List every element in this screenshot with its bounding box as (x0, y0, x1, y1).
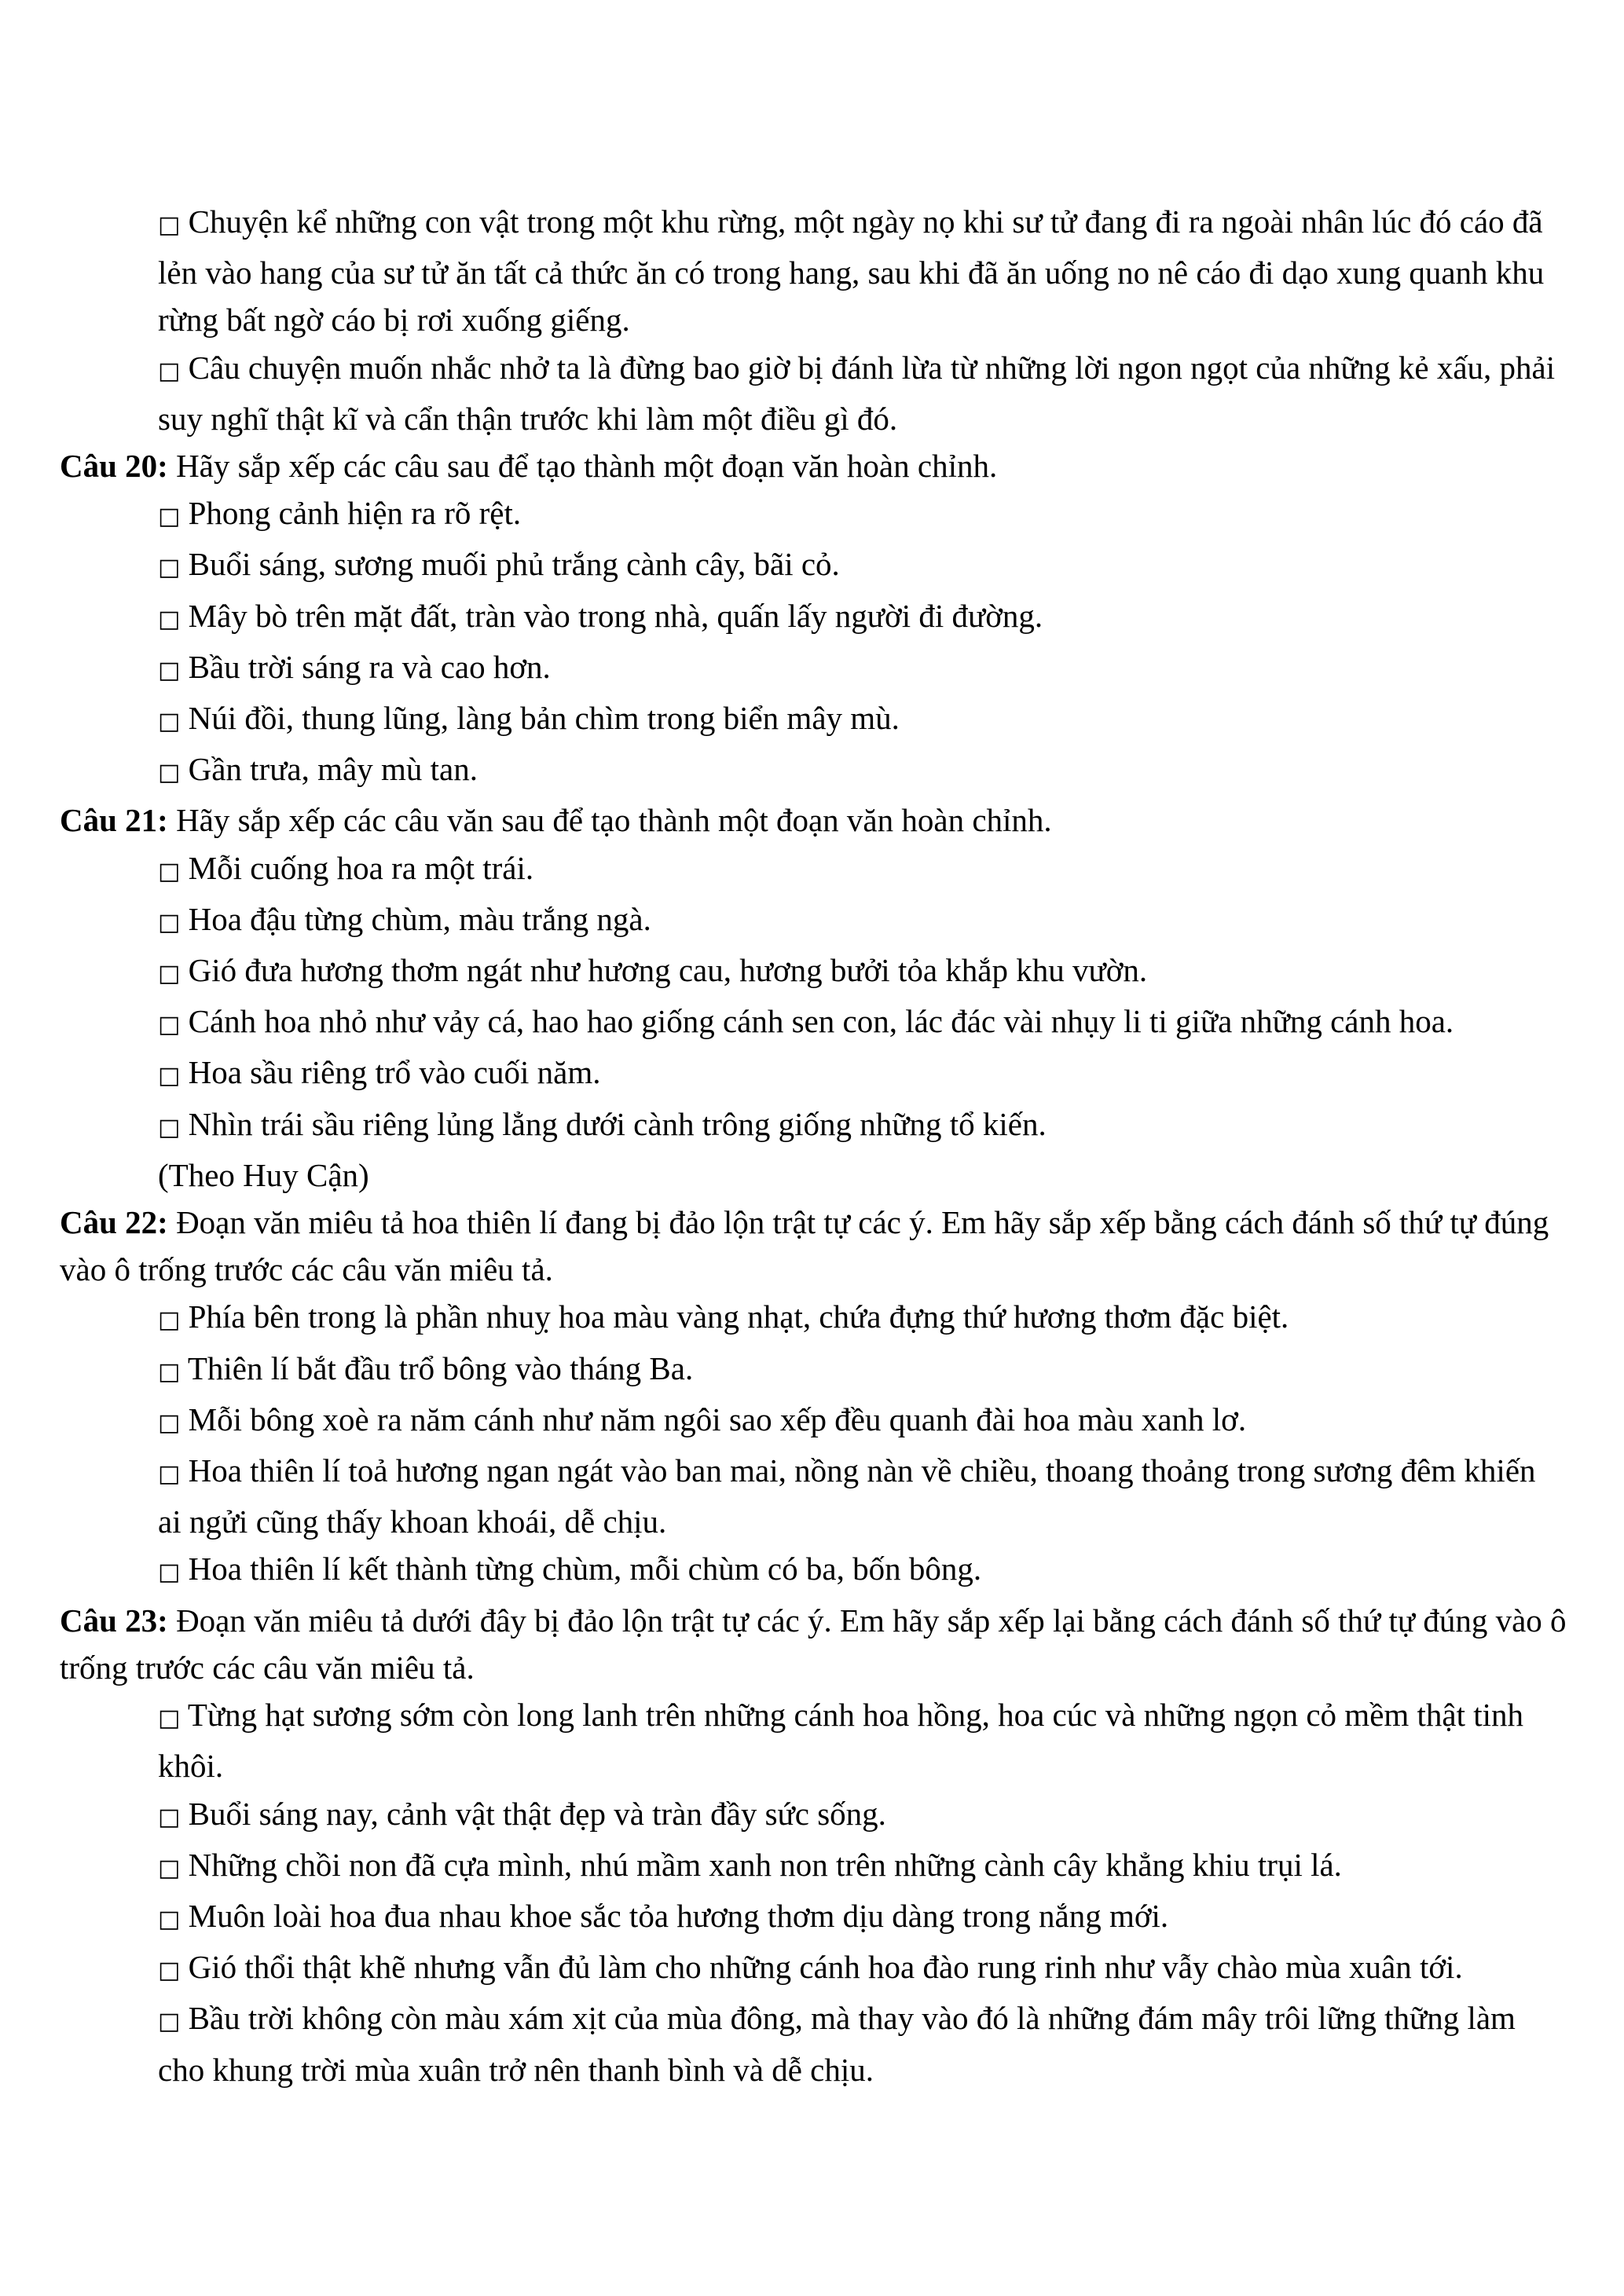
item-text: Bầu trời không còn màu xám xịt của mùa đông, mà thay vào đó là những đám mây trôi lững thững làm cho khung trời mùa xuân trở nên thanh bình và dễ chịu. (158, 2000, 1516, 2088)
question-heading (60, 1597, 1567, 1691)
checkbox-square-icon: □ (158, 1460, 181, 1489)
question-label: Câu 23: (60, 1602, 168, 1639)
list-item (60, 1293, 1567, 1344)
checkbox-square-icon: □ (158, 1062, 181, 1090)
list-item (60, 1943, 1567, 1994)
item-text: Buổi sáng, sương muối phủ trắng cành cây, bãi cỏ. (188, 546, 840, 583)
list-item (60, 895, 1567, 947)
checkbox-square-icon: □ (158, 1408, 181, 1437)
question-prompt: Hãy sắp xếp các câu văn sau để tạo thành một đoạn văn hoàn chỉnh. (176, 802, 1052, 839)
item-text: Thiên lí bắt đầu trổ bông vào tháng Ba. (187, 1349, 694, 1386)
checkbox-square-icon: □ (158, 960, 181, 988)
item-text: Hoa thiên lí kết thành từng chùm, mỗi chùm có ba, bốn bông. (188, 1551, 982, 1587)
item-text: Gió thổi thật khẽ nhưng vẫn đủ làm cho những cánh hoa đào rung rinh như vẫy chào mùa xuân tới. (188, 1949, 1463, 1986)
question-label: Câu 20: (60, 448, 168, 485)
list-item (60, 844, 1567, 895)
question-heading (60, 442, 1567, 489)
item-text: Nhìn trái sầu riêng lủng lẳng dưới cành trông giống những tổ kiến. (188, 1105, 1047, 1142)
item-text: Núi đồi, thung lũng, làng bản chìm trong biển mây mù. (188, 700, 900, 737)
item-text: Bầu trời sáng ra và cao hơn. (188, 648, 551, 685)
list-item (60, 1345, 1567, 1396)
checkbox-square-icon: □ (158, 1558, 181, 1587)
question-prompt: Hãy sắp xếp các câu sau để tạo thành một đoạn văn hoàn chỉnh. (176, 448, 998, 485)
checkbox-square-icon: □ (158, 503, 181, 531)
list-item (60, 1691, 1567, 1789)
item-text: Phía bên trong là phần nhuỵ hoa màu vàng nhạt, chứa đựng thứ hương thơm đặc biệt. (188, 1298, 1289, 1335)
checkbox-square-icon: □ (158, 908, 181, 936)
question-prompt: Đoạn văn miêu tả dưới đây bị đảo lộn trật tự các ý. Em hãy sắp xếp lại bằng cách đánh số thứ tự đúng vào ô trống trước các câu văn miêu tả. (60, 1602, 1567, 1686)
item-text: Mỗi cuống hoa ra một trái. (188, 849, 534, 886)
checkbox-square-icon: □ (158, 1854, 181, 1882)
list-item (60, 1994, 1567, 2093)
checkbox-square-icon: □ (158, 211, 181, 239)
list-item (60, 489, 1567, 540)
item-text: Hoa thiên lí toả hương ngan ngát vào ban mai, nồng nàn về chiều, thoang thoảng trong sương đêm khiến ai ngửi cũng thấy khoan khoái, dễ chịu. (158, 1452, 1536, 1540)
list-item (60, 1100, 1567, 1152)
item-text: Mây bò trên mặt đất, tràn vào trong nhà, quấn lấy người đi đường. (188, 597, 1043, 634)
item-text: Hoa sầu riêng trổ vào cuối năm. (188, 1054, 601, 1091)
list-item (60, 344, 1567, 442)
item-text: Mỗi bông xoè ra năm cánh như năm ngôi sao xếp đều quanh đài hoa màu xanh lơ. (188, 1401, 1247, 1437)
checkbox-square-icon: □ (158, 1011, 181, 1039)
list-item (60, 540, 1567, 591)
item-text: Cánh hoa nhỏ như vảy cá, hao hao giống cánh sen con, lác đác vài nhụy li ti giữa những cánh hoa. (188, 1003, 1454, 1040)
checkbox-square-icon: □ (158, 1306, 181, 1335)
list-item (60, 592, 1567, 643)
item-text: Câu chuyện muốn nhắc nhở ta là đừng bao giờ bị đánh lừa từ những lời ngon ngọt của những kẻ xấu, phải suy nghĩ thật kĩ và cẩn thận trước khi làm một điều gì đó. (158, 349, 1556, 437)
list-item (60, 198, 1567, 344)
checkbox-square-icon: □ (158, 1803, 181, 1831)
item-text: Buổi sáng nay, cảnh vật thật đẹp và tràn đầy sức sống. (188, 1795, 886, 1832)
question-prompt: Đoạn văn miêu tả hoa thiên lí đang bị đảo lộn trật tự các ý. Em hãy sắp xếp bằng cách đánh số thứ tự đúng vào ô trống trước các câu văn miêu tả. (60, 1204, 1549, 1288)
item-text: Gần trưa, mây mù tan. (188, 751, 478, 788)
item-text: Phong cảnh hiện ra rõ rệt. (188, 495, 522, 532)
item-text: Gió đưa hương thơm ngát như hương cau, hương bưởi tỏa khắp khu vườn. (188, 952, 1148, 989)
question-label: Câu 21: (60, 802, 168, 839)
question-label: Câu 22: (60, 1204, 168, 1241)
list-item (60, 694, 1567, 745)
list-item (60, 1396, 1567, 1447)
item-text: Những chồi non đã cựa mình, nhú mầm xanh non trên những cành cây khẳng khiu trụi lá. (188, 1846, 1342, 1883)
list-item (60, 1545, 1567, 1596)
list-item (60, 1841, 1567, 1892)
checkbox-square-icon: □ (158, 1705, 181, 1733)
checkbox-square-icon: □ (158, 2008, 181, 2036)
question-heading (60, 1199, 1567, 1293)
list-item (60, 998, 1567, 1049)
item-text: Hoa đậu từng chùm, màu trắng ngà. (188, 900, 651, 937)
list-item (60, 1049, 1567, 1100)
checkbox-square-icon: □ (158, 1113, 181, 1141)
list-item (60, 1790, 1567, 1841)
checkbox-square-icon: □ (158, 708, 181, 736)
list-item (60, 947, 1567, 998)
checkbox-square-icon: □ (158, 1957, 181, 1985)
checkbox-square-icon: □ (158, 857, 181, 885)
item-text: Muôn loài hoa đua nhau khoe sắc tỏa hương thơm dịu dàng trong nắng mới. (188, 1897, 1169, 1934)
source-citation: (Theo Huy Cận) (158, 1156, 369, 1193)
checkbox-square-icon: □ (158, 357, 181, 385)
document-page (60, 198, 1567, 2093)
checkbox-square-icon: □ (158, 554, 181, 582)
list-item (60, 1892, 1567, 1943)
checkbox-square-icon: □ (158, 656, 181, 684)
item-text: Từng hạt sương sớm còn long lanh trên những cánh hoa hồng, hoa cúc và những ngọn cỏ mềm thật tinh khôi. (158, 1697, 1524, 1785)
checkbox-square-icon: □ (158, 1357, 181, 1386)
checkbox-square-icon: □ (158, 1905, 181, 1933)
checkbox-square-icon: □ (158, 759, 181, 787)
list-item (60, 643, 1567, 694)
list-item (60, 1447, 1567, 1545)
question-heading (60, 796, 1567, 844)
item-text: Chuyện kể những con vật trong một khu rừng, một ngày nọ khi sư tử đang đi ra ngoài nhân lúc đó cáo đã lẻn vào hang của sư tử ăn tất cả thức ăn có trong hang, sau khi đã ăn uống no nê cáo đi dạo xung quanh khu rừng bất ngờ cáo bị rơi xuống giếng. (158, 203, 1545, 339)
checkbox-square-icon: □ (158, 605, 181, 633)
list-item (60, 745, 1567, 796)
